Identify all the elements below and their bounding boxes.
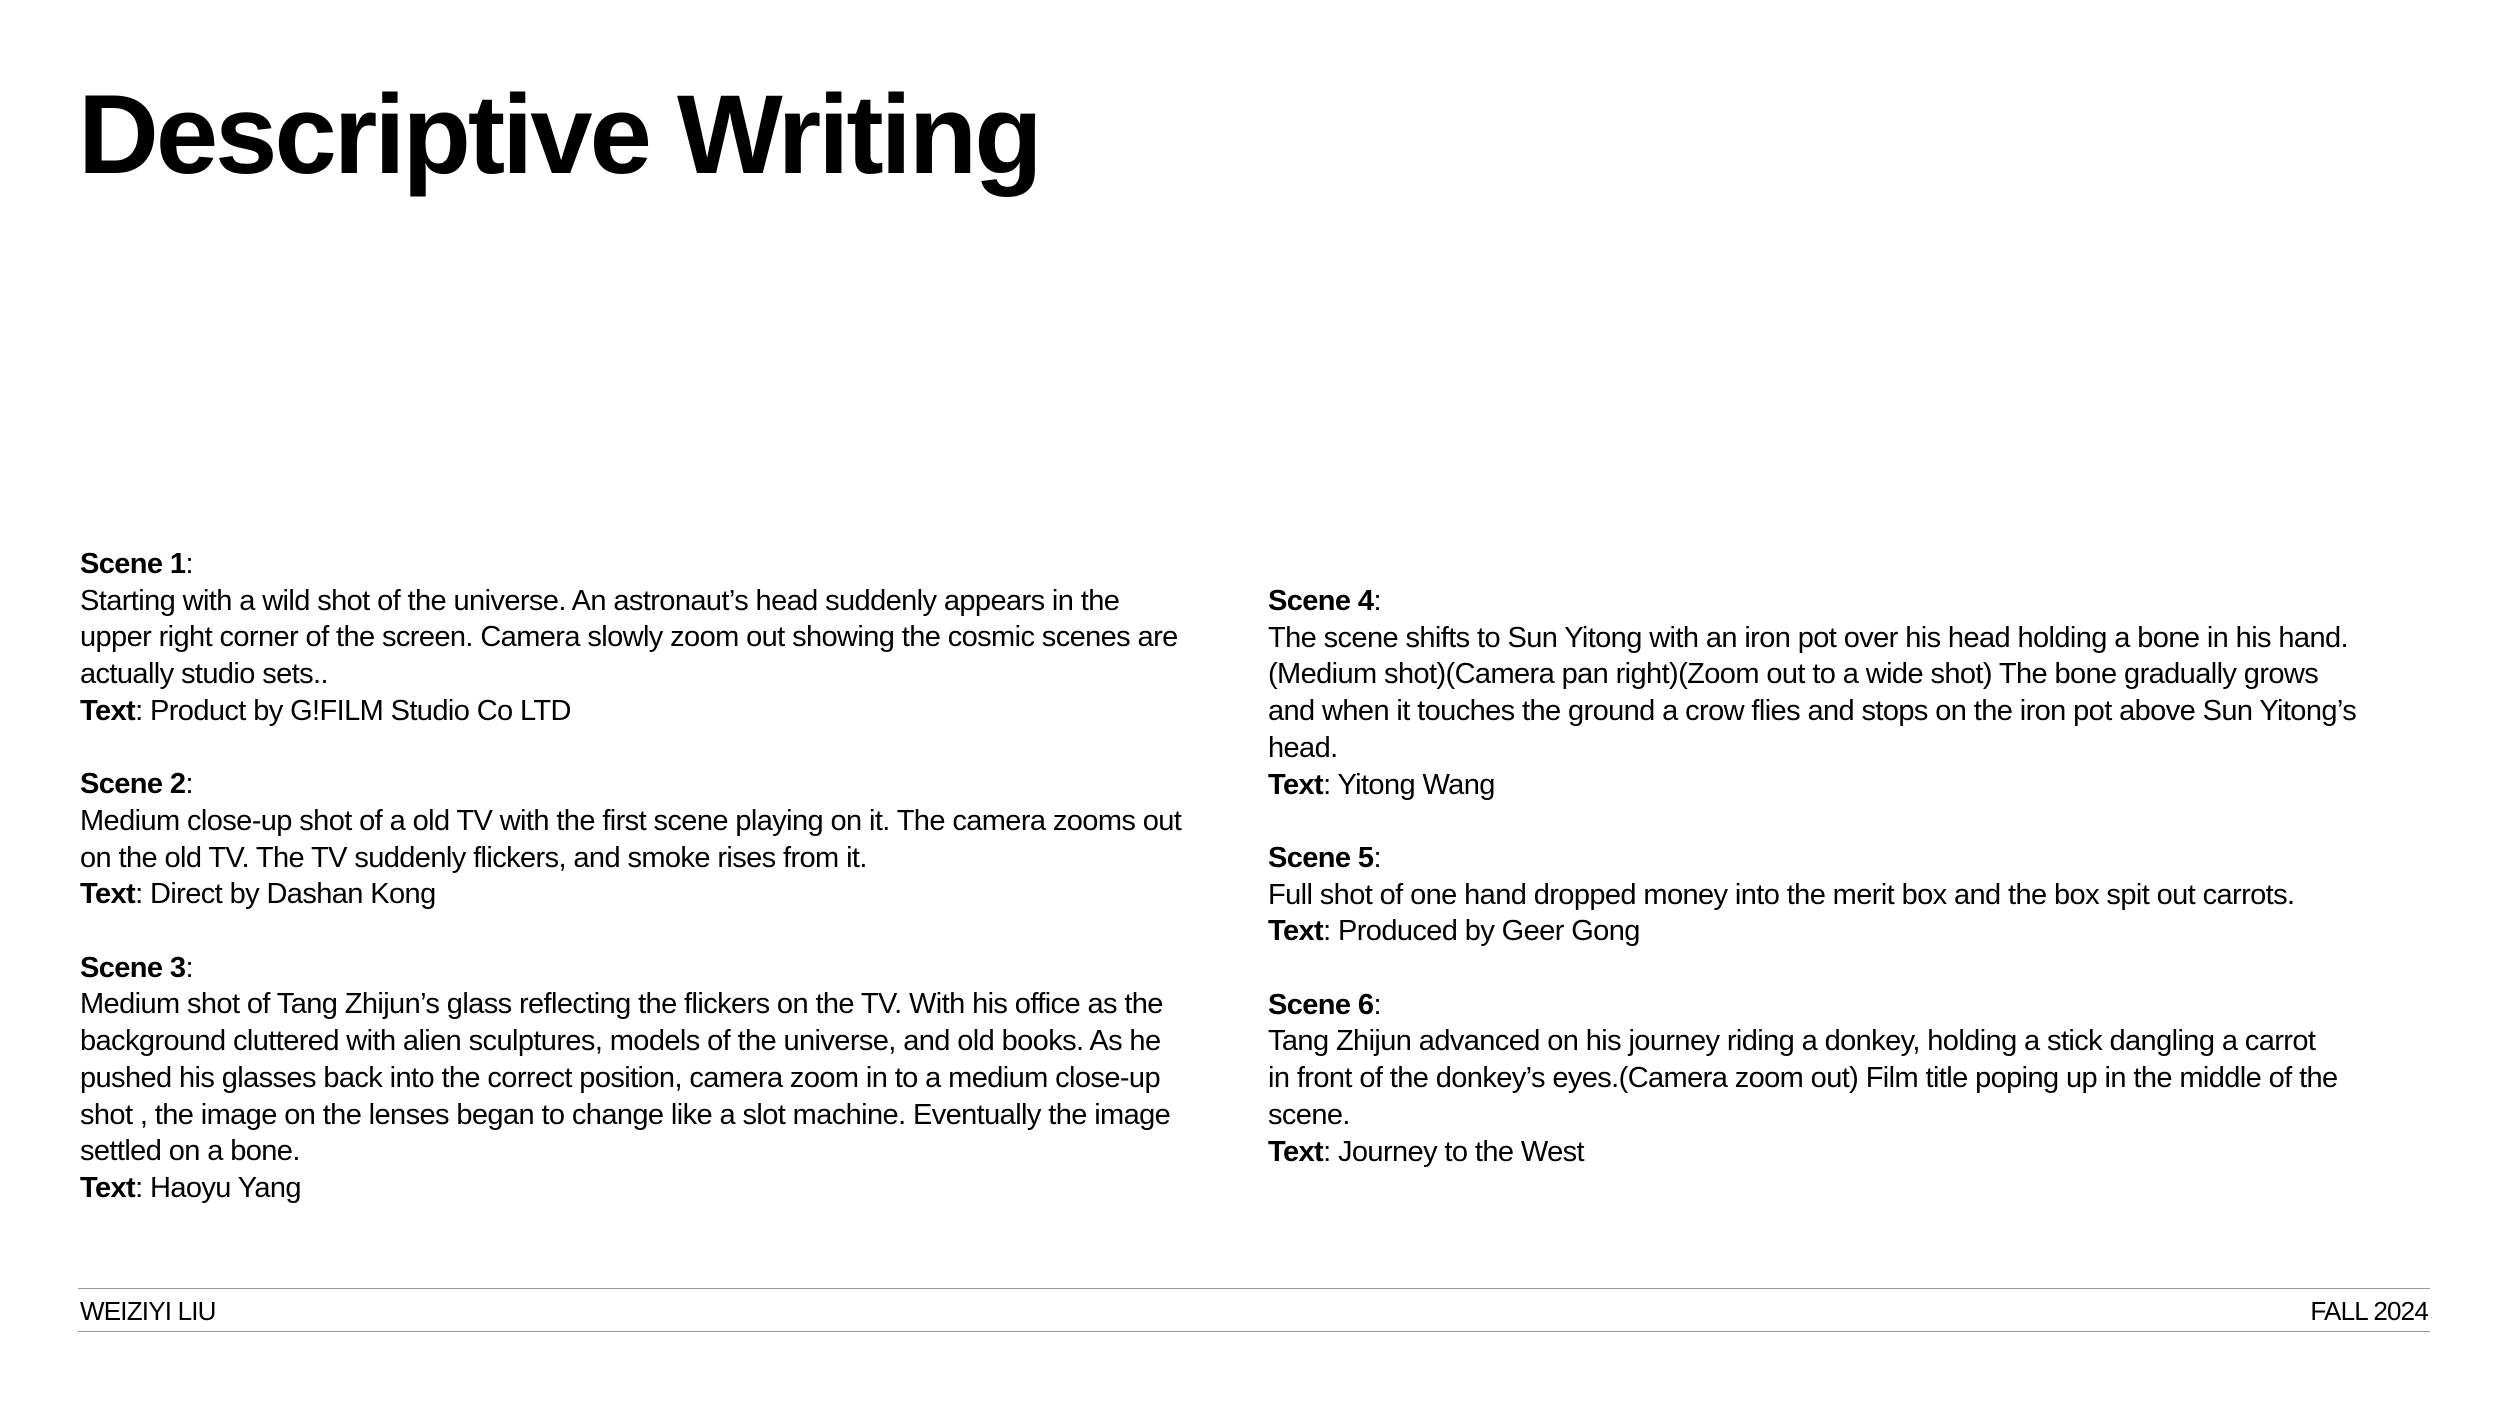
scene-text-credit: [80, 1170, 1255, 1207]
scene-heading: Scene 2: [80, 768, 186, 801]
footer-top-divider: [78, 1288, 2430, 1289]
scene-heading-colon: :: [1373, 841, 1381, 874]
page-title: Descriptive Writing: [78, 72, 1040, 197]
text-value: : Haoyu Yang: [135, 1171, 301, 1204]
text-value: : Yitong Wang: [1323, 768, 1495, 801]
scene-heading-line: [1268, 583, 2438, 620]
scene-text-credit: [80, 693, 1255, 730]
scene-6-block: [1268, 987, 2438, 1171]
text-value: : Direct by Dashan Kong: [135, 878, 436, 911]
text-label: Text: [1268, 1135, 1324, 1168]
scenes-right-column: [1268, 583, 2438, 1170]
scene-heading-line: [80, 950, 1255, 987]
scene-1-block: [80, 546, 1255, 730]
scene-text-credit: [1268, 913, 2438, 950]
scene-description-line: Medium close-up shot of a old TV with the first scene playing on it. The camera zooms out: [80, 804, 1182, 837]
scene-heading-line: [80, 546, 1255, 583]
scene-description-line: The scene shifts to Sun Yitong with an iron pot over his head holding a bone in his hand.: [1268, 621, 2348, 654]
scene-description-line: scene.: [1268, 1098, 1350, 1131]
text-value: : Product by G!FILM Studio Co LTD: [135, 694, 571, 727]
scene-heading: Scene 5: [1268, 841, 1374, 874]
text-value: : Journey to the West: [1323, 1135, 1584, 1168]
scene-description-line: pushed his glasses back into the correct position, camera zoom in to a medium close-up: [80, 1061, 1160, 1094]
scene-description-line: head.: [1268, 731, 1338, 764]
footer-bottom-divider: [78, 1331, 2430, 1332]
text-label: Text: [1268, 768, 1324, 801]
scene-description-line: actually studio sets..: [80, 658, 328, 691]
scene-description-line: in front of the donkey’s eyes.(Camera zoom out) Film title poping up in the middle of the: [1268, 1062, 2338, 1095]
text-label: Text: [80, 1171, 136, 1204]
scenes-left-column: [80, 546, 1255, 1207]
text-value: : Produced by Geer Gong: [1323, 915, 1640, 948]
scene-text-credit: [1268, 767, 2438, 804]
scene-description-line: Starting with a wild shot of the universe. An astronaut’s head suddenly appears in the: [80, 584, 1120, 617]
footer-author: WEIZIYI LIU: [80, 1296, 216, 1326]
scene-description-line: on the old TV. The TV suddenly flickers, and smoke rises from it.: [80, 841, 867, 874]
scene-heading-colon: :: [185, 548, 193, 580]
scene-2-block: [80, 766, 1255, 913]
scene-heading-colon: :: [185, 768, 193, 801]
scene-description-line: shot , the image on the lenses began to change like a slot machine. Eventually the image: [80, 1098, 1171, 1131]
scene-description-line: (Medium shot)(Camera pan right)(Zoom out to a wide shot) The bone gradually grows: [1268, 658, 2319, 691]
scene-description-line: Full shot of one hand dropped money into the merit box and the box spit out carrots.: [1268, 878, 2295, 911]
scene-heading: Scene 1: [80, 548, 186, 580]
scene-heading-colon: :: [1373, 585, 1381, 617]
text-label: Text: [1268, 915, 1324, 948]
footer-term: FALL 2024: [2310, 1296, 2428, 1326]
scene-4-block: [1268, 583, 2438, 803]
scene-heading-line: [1268, 840, 2438, 877]
scene-heading-colon: :: [185, 951, 193, 984]
scene-5-block: [1268, 840, 2438, 950]
text-label: Text: [80, 878, 136, 911]
scene-heading: Scene 3: [80, 951, 186, 984]
scene-description-line: and when it touches the ground a crow flies and stops on the iron pot above Sun Yitong’s: [1268, 695, 2357, 728]
scene-description-line: upper right corner of the screen. Camera slowly zoom out showing the cosmic scenes are: [80, 621, 1178, 654]
scene-description-line: Tang Zhijun advanced on his journey riding a donkey, holding a stick dangling a carrot: [1268, 1025, 2316, 1058]
scene-heading-line: [80, 766, 1255, 803]
text-label: Text: [80, 694, 136, 727]
scene-heading-line: [1268, 987, 2438, 1024]
scene-heading-colon: :: [1373, 988, 1381, 1021]
scene-text-credit: [80, 876, 1255, 913]
scene-text-credit: [1268, 1134, 2438, 1171]
scene-description-line: background cluttered with alien sculptures, models of the universe, and old books. As he: [80, 1025, 1161, 1058]
scene-description-line: Medium shot of Tang Zhijun’s glass reflecting the flickers on the TV. With his office as the: [80, 988, 1163, 1021]
scene-description-line: settled on a bone.: [80, 1135, 300, 1168]
scene-3-block: [80, 950, 1255, 1207]
scene-heading: Scene 6: [1268, 988, 1374, 1021]
scene-heading: Scene 4: [1268, 585, 1374, 617]
